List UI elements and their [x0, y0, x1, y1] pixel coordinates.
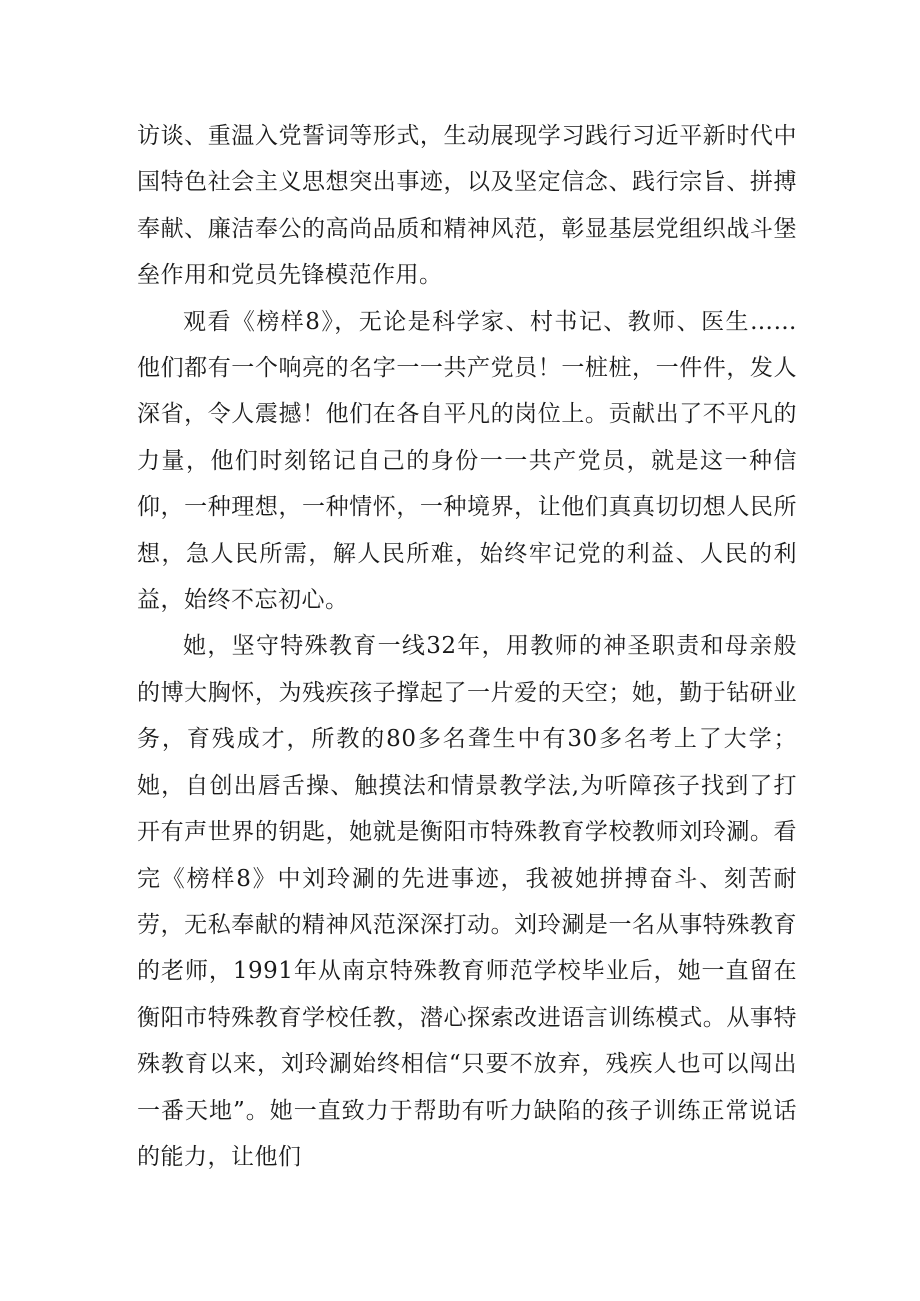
document-body [137, 113, 797, 1180]
paragraph-liu-lingshua: 她，坚守特殊教育一线32年，用教师的神圣职责和母亲般的博大胸怀，为残疾孩子撑起了一片爱的天空；她，勤于钻研业务，育残成才，所教的80多名聋生中有30多名考上了大学；她，自创出唇舌操、触摸法和情景教学法,为听障孩子找到了打开有声世界的钥匙，她就是衡阳市特殊教育学校教师刘玲涮。看完《榜样8》中刘玲涮的先进事迹，我被她拼搏奋斗、刻苦耐劳，无私奉献的精神风范深深打动。刘玲涮是一名从事特殊教育的老师，1991年从南京特殊教育师范学校毕业后，她一直留在衡阳市特殊教育学校任教，潜心探索改进语言训练模式。从事特殊教育以来，刘玲涮始终相信“只要不放弃，残疾人也可以闯出一番天地”。她一直致力于帮助有听力缺陷的孩子训练正常说话的能力，让他们 [137, 633, 797, 1170]
paragraph-watching-bangyang: 观看《榜样8》，无论是科学家、村书记、教师、医生……他们都有一个响亮的名字一一共产党员！一桩桩，一件件，发人深省，令人震撼！他们在各自平凡的岗位上。贡献出了不平凡的力量，他们时刻铭记自己的身份一一共产党员，就是这一种信仰，一种理想，一种情怀，一种境界，让他们真真切切想人民所想，急人民所需，解人民所难，始终牢记党的利益、人民的利益，始终不忘初心。 [137, 308, 797, 614]
paragraph-continuation: 访谈、重温入党誓词等形式，生动展现学习践行习近平新时代中国特色社会主义思想突出事迹，以及坚定信念、践行宗旨、拼搏奉献、廉洁奉公的高尚品质和精神风范，彰显基层党组织战斗堡垒作用和党员先锋模范作用。 [137, 123, 797, 289]
